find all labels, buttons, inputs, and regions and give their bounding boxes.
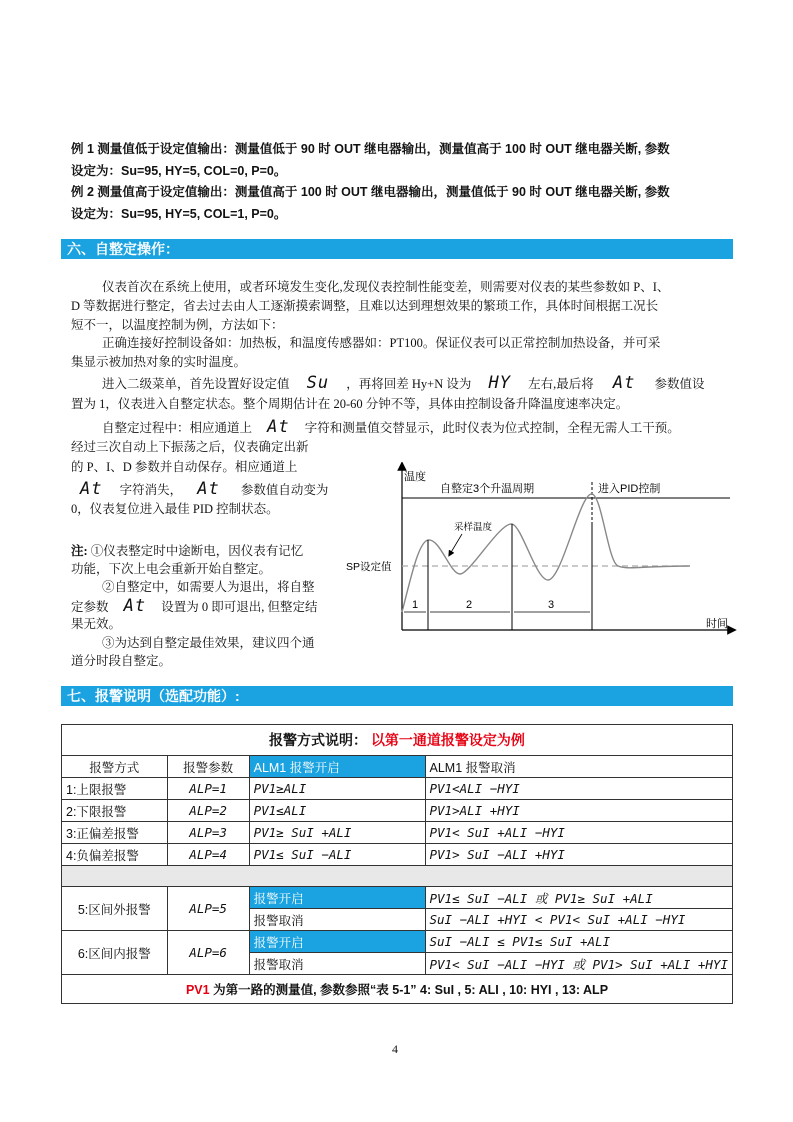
at-segment-glyph: At (612, 373, 636, 393)
row-condition: SuI −ALI +HYI < PV1< SuI +ALI −HYI (425, 909, 733, 931)
row-off: PV1< SuI +ALI −HYI (425, 822, 733, 844)
s6-p1-l1: 仪表首次在系统上使用，或者环境发生变化,发现仪表控制性能变差，则需要对仪表的某些参数如 P、I、 (102, 280, 670, 294)
footer-pv: PV1 (185, 983, 210, 997)
s6-p3-b: ，再将回差 Hy+N 设为 (346, 377, 472, 391)
su-segment-glyph: Su (306, 373, 330, 393)
row-param: ALP=2 (167, 800, 249, 822)
s6-p1-l2: D 等数据进行整定，省去过去由人工逐渐摸索调整，且难以达到理想效果的繁琐工作，具体时间根据工况长 (71, 299, 659, 313)
row-mode: 4:负偏差报警 (62, 844, 168, 866)
note-2b-b: 设置为 0 即可退出, 但整定结 (161, 600, 318, 614)
table-row (62, 887, 733, 909)
cycle-label-1: 1 (412, 599, 419, 611)
alarm-table-title (62, 725, 733, 756)
table-row (62, 931, 733, 953)
table-row (62, 844, 733, 866)
header-alarm-on: ALM1 报警开启 (249, 756, 425, 778)
sp-label: SP设定值 (346, 561, 392, 573)
x-axis-label: 时间 (706, 618, 728, 630)
alarm-on-label: 报警开启 (249, 931, 425, 953)
table-row (62, 778, 733, 800)
section-7-heading: 七、报警说明（选配功能）: (61, 686, 733, 706)
s6-p4-c: 字符消失， (119, 483, 183, 497)
s6-p4-l2: 经过三次自动上下振荡之后，仪表确定出新 (71, 440, 309, 454)
alarm-title-b: 以第一通道报警设定为例 (370, 732, 525, 748)
sample-label: 采样温度 (454, 522, 493, 533)
alarm-title-a: 报警方式说明： (269, 732, 368, 748)
s6-p4-l4 (80, 480, 328, 500)
s6-note-2b (71, 597, 318, 617)
cycle-label-3: 3 (548, 599, 555, 611)
s6-p2-l2: 集显示被加热对象的实时温度。 (71, 355, 247, 369)
s6-p4-d: 参数值自动变为 (240, 483, 329, 497)
s6-note-1b: 功能，下次上电会重新开始自整定。 (71, 562, 272, 576)
s6-p4-a: 自整定过程中：相应通道上 (102, 421, 253, 435)
row-mode: 3:正偏差报警 (62, 822, 168, 844)
alarm-table (61, 724, 733, 1004)
s6-note-2a: ②自整定中，如需要人为退出，将自整 (102, 580, 315, 594)
s6-note-3a: ③为达到自整定最佳效果，建议四个通 (102, 636, 315, 650)
row-on: PV1≤ALI (249, 800, 425, 822)
row-mode: 6:区间内报警 (62, 931, 168, 975)
row-param: ALP=1 (167, 778, 249, 800)
pid-label: 进入PID控制 (598, 483, 661, 495)
row-mode: 5:区间外报警 (62, 887, 168, 931)
s6-p3-l1 (102, 374, 704, 394)
table-gap-row (62, 866, 733, 887)
s6-p4-l3: 的 P、I、D 参数并自动保存。相应通道上 (71, 460, 298, 474)
hy-segment-glyph: HY (488, 373, 511, 393)
s6-note-3b: 道分时段自整定。 (71, 654, 172, 668)
row-on: PV1≤ SuI −ALI (249, 844, 425, 866)
s6-p1-l3: 短不一，以温度控制为例，方法如下： (71, 318, 284, 332)
row-param: ALP=3 (167, 822, 249, 844)
s6-p3-d: 参数值设 (654, 377, 705, 391)
example-1-line-1: 例 1 测量值低于设定值输出：测量值低于 90 时 OUT 继电器输出，测量值高于 100 时 OUT 继电器关断, 参数 (71, 142, 670, 156)
s6-p4-l5: 0，仪表复位进入最佳 PID 控制状态。 (71, 502, 279, 516)
note-label: 注: (71, 544, 88, 558)
row-mode: 1:上限报警 (62, 778, 168, 800)
s6-p3-c: 左右,最后将 (528, 377, 594, 391)
s6-p3-a: 进入二级菜单，首先设置好设定值 (102, 377, 290, 391)
s6-note-2c: 果无效。 (71, 617, 122, 631)
page-number: 4 (392, 1042, 398, 1056)
header-mode: 报警方式 (62, 756, 168, 778)
autotune-chart (340, 462, 740, 637)
at-segment-glyph: At (123, 596, 147, 616)
row-off: PV1<ALI −HYI (425, 778, 733, 800)
alarm-table-footer (62, 975, 733, 1004)
cycle-label-2: 2 (466, 599, 473, 611)
row-condition: PV1< SuI −ALI −HYI 或 PV1> SuI +ALI +HYI (425, 953, 733, 975)
footer-text: 为第一路的测量值, 参数参照“表 5-1” 4: SuI , 5: ALI , 10: HYI , 13: ALP (209, 983, 609, 997)
example-1-line-2: 设定为：Su=95, HY=5, COL=0, P=0。 (71, 164, 287, 178)
s6-note-1a (71, 542, 303, 561)
row-condition: PV1≤ SuI −ALI 或 PV1≥ SuI +ALI (425, 887, 733, 909)
sample-pointer (450, 534, 462, 554)
auto-label: 自整定3个升温周期 (440, 483, 535, 495)
row-param: ALP=4 (167, 844, 249, 866)
header-alarm-off: ALM1 报警取消 (425, 756, 733, 778)
alarm-off-label: 报警取消 (249, 953, 425, 975)
section-6-heading: 六、自整定操作： (61, 239, 733, 259)
row-param: ALP=5 (167, 887, 249, 931)
table-row (62, 822, 733, 844)
alarm-on-label: 报警开启 (249, 887, 425, 909)
example-2-line-1: 例 2 测量值高于设定值输出：测量值高于 100 时 OUT 继电器输出，测量值低于 90 时 OUT 继电器关断, 参数 (71, 185, 670, 199)
s6-p2-l1: 正确连接好控制设备如：加热板，和温度传感器如：PT100。保证仪表可以正常控制加热设备，并可采 (102, 336, 661, 350)
row-on: PV1≥ALI (249, 778, 425, 800)
s6-p3-l2: 置为 1，仪表进入自整定状态。整个周期估计在 20-60 分钟不等，具体由控制设备升降温度速率决定。 (71, 397, 629, 411)
table-row (62, 800, 733, 822)
sample-curve (402, 494, 690, 612)
header-param: 报警参数 (167, 756, 249, 778)
y-axis-label: 温度 (404, 471, 426, 483)
at-segment-glyph: At (267, 417, 290, 437)
row-off: PV1> SuI −ALI +HYI (425, 844, 733, 866)
row-condition: SuI −ALI ≤ PV1≤ SuI +ALI (425, 931, 733, 953)
row-on: PV1≥ SuI +ALI (249, 822, 425, 844)
at-segment-glyph: At (197, 479, 220, 499)
s6-p4-l1 (102, 418, 680, 438)
s6-p4-b: 字符和测量值交替显示，此时仪表为位式控制，全程无需人工干预。 (304, 421, 680, 435)
alarm-off-label: 报警取消 (249, 909, 425, 931)
at-segment-glyph: At (80, 479, 103, 499)
row-off: PV1>ALI +HYI (425, 800, 733, 822)
note-1a-text: ①仪表整定时中途断电，因仪表有记忆 (90, 544, 304, 558)
row-mode: 2:下限报警 (62, 800, 168, 822)
example-2-line-2: 设定为：Su=95, HY=5, COL=1, P=0。 (71, 207, 287, 221)
row-param: ALP=6 (167, 931, 249, 975)
note-2b-a: 定参数 (71, 600, 109, 614)
